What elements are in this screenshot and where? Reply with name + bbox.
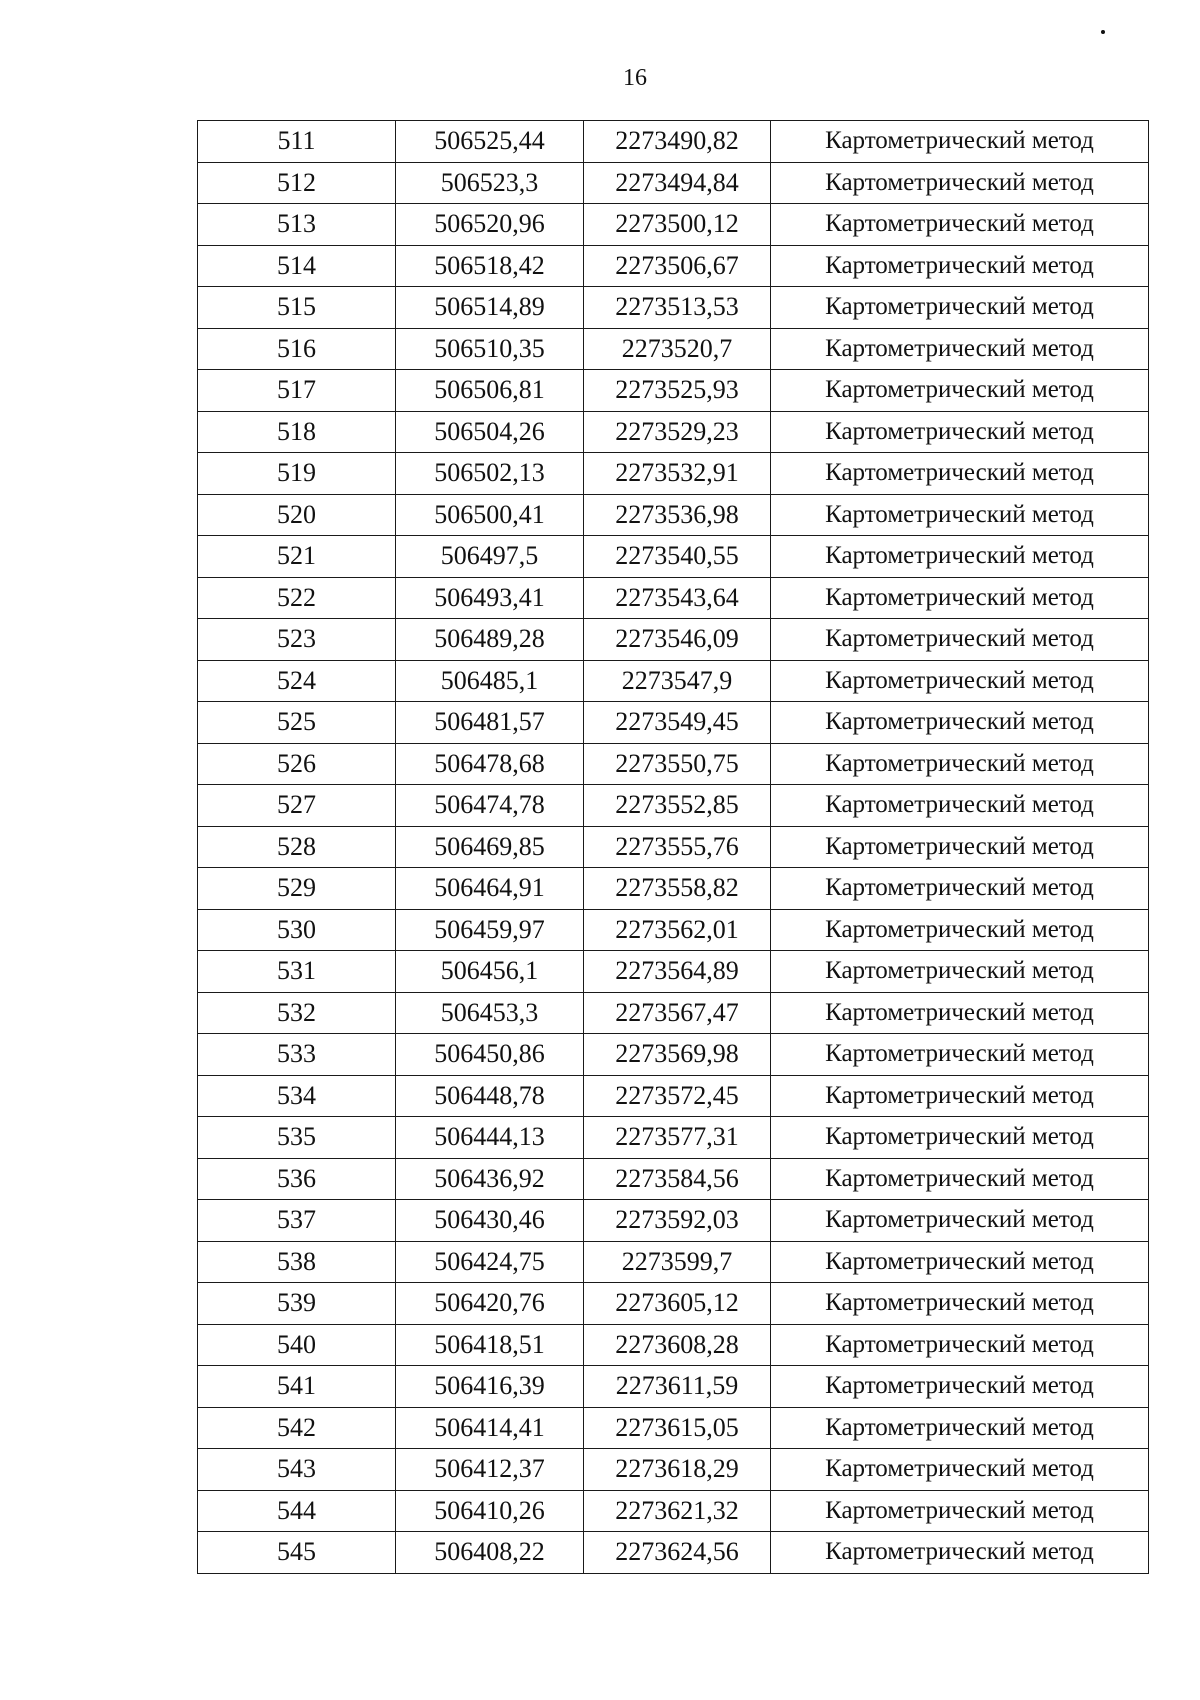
point-number-cell: 545 <box>198 1532 396 1574</box>
y-coordinate-cell: 2273564,89 <box>584 951 771 993</box>
table-row <box>198 743 1149 785</box>
x-coordinate-cell: 506414,41 <box>396 1407 584 1449</box>
x-coordinate-cell: 506430,46 <box>396 1200 584 1242</box>
y-coordinate-cell: 2273494,84 <box>584 162 771 204</box>
x-coordinate-cell: 506485,1 <box>396 660 584 702</box>
point-number-cell: 513 <box>198 204 396 246</box>
point-number-cell: 514 <box>198 245 396 287</box>
method-cell: Картометрический метод <box>771 1490 1149 1532</box>
table-row <box>198 204 1149 246</box>
method-cell: Картометрический метод <box>771 909 1149 951</box>
table-row <box>198 494 1149 536</box>
method-cell: Картометрический метод <box>771 1407 1149 1449</box>
table-row <box>198 992 1149 1034</box>
method-cell: Картометрический метод <box>771 121 1149 163</box>
method-cell: Картометрический метод <box>771 826 1149 868</box>
y-coordinate-cell: 2273536,98 <box>584 494 771 536</box>
method-cell: Картометрический метод <box>771 162 1149 204</box>
method-cell: Картометрический метод <box>771 453 1149 495</box>
x-coordinate-cell: 506514,89 <box>396 287 584 329</box>
y-coordinate-cell: 2273569,98 <box>584 1034 771 1076</box>
point-number-cell: 530 <box>198 909 396 951</box>
x-coordinate-cell: 506525,44 <box>396 121 584 163</box>
table-row <box>198 1075 1149 1117</box>
method-cell: Картометрический метод <box>771 743 1149 785</box>
method-cell: Картометрический метод <box>771 785 1149 827</box>
point-number-cell: 536 <box>198 1158 396 1200</box>
x-coordinate-cell: 506448,78 <box>396 1075 584 1117</box>
x-coordinate-cell: 506459,97 <box>396 909 584 951</box>
method-cell: Картометрический метод <box>771 619 1149 661</box>
method-cell: Картометрический метод <box>771 1532 1149 1574</box>
table-row <box>198 162 1149 204</box>
y-coordinate-cell: 2273611,59 <box>584 1366 771 1408</box>
table-row <box>198 328 1149 370</box>
y-coordinate-cell: 2273525,93 <box>584 370 771 412</box>
y-coordinate-cell: 2273529,23 <box>584 411 771 453</box>
y-coordinate-cell: 2273513,53 <box>584 287 771 329</box>
y-coordinate-cell: 2273520,7 <box>584 328 771 370</box>
table-row <box>198 1324 1149 1366</box>
method-cell: Картометрический метод <box>771 992 1149 1034</box>
x-coordinate-cell: 506502,13 <box>396 453 584 495</box>
x-coordinate-cell: 506420,76 <box>396 1283 584 1325</box>
method-cell: Картометрический метод <box>771 1200 1149 1242</box>
point-number-cell: 527 <box>198 785 396 827</box>
scan-speck <box>1101 30 1105 34</box>
x-coordinate-cell: 506444,13 <box>396 1117 584 1159</box>
x-coordinate-cell: 506469,85 <box>396 826 584 868</box>
x-coordinate-cell: 506418,51 <box>396 1324 584 1366</box>
y-coordinate-cell: 2273624,56 <box>584 1532 771 1574</box>
point-number-cell: 520 <box>198 494 396 536</box>
x-coordinate-cell: 506456,1 <box>396 951 584 993</box>
y-coordinate-cell: 2273547,9 <box>584 660 771 702</box>
method-cell: Картометрический метод <box>771 1449 1149 1491</box>
point-number-cell: 544 <box>198 1490 396 1532</box>
method-cell: Картометрический метод <box>771 1117 1149 1159</box>
method-cell: Картометрический метод <box>771 660 1149 702</box>
y-coordinate-cell: 2273577,31 <box>584 1117 771 1159</box>
table-row <box>198 785 1149 827</box>
y-coordinate-cell: 2273618,29 <box>584 1449 771 1491</box>
y-coordinate-cell: 2273584,56 <box>584 1158 771 1200</box>
y-coordinate-cell: 2273592,03 <box>584 1200 771 1242</box>
method-cell: Картометрический метод <box>771 204 1149 246</box>
y-coordinate-cell: 2273558,82 <box>584 868 771 910</box>
point-number-cell: 516 <box>198 328 396 370</box>
point-number-cell: 532 <box>198 992 396 1034</box>
method-cell: Картометрический метод <box>771 577 1149 619</box>
page-number: 16 <box>623 65 647 91</box>
table-row <box>198 1490 1149 1532</box>
point-number-cell: 539 <box>198 1283 396 1325</box>
y-coordinate-cell: 2273608,28 <box>584 1324 771 1366</box>
method-cell: Картометрический метод <box>771 411 1149 453</box>
point-number-cell: 541 <box>198 1366 396 1408</box>
x-coordinate-cell: 506436,92 <box>396 1158 584 1200</box>
point-number-cell: 521 <box>198 536 396 578</box>
y-coordinate-cell: 2273615,05 <box>584 1407 771 1449</box>
point-number-cell: 533 <box>198 1034 396 1076</box>
y-coordinate-cell: 2273506,67 <box>584 245 771 287</box>
y-coordinate-cell: 2273543,64 <box>584 577 771 619</box>
y-coordinate-cell: 2273546,09 <box>584 619 771 661</box>
method-cell: Картометрический метод <box>771 1075 1149 1117</box>
x-coordinate-cell: 506506,81 <box>396 370 584 412</box>
coordinates-table <box>197 120 1149 1574</box>
x-coordinate-cell: 506523,3 <box>396 162 584 204</box>
point-number-cell: 525 <box>198 702 396 744</box>
point-number-cell: 511 <box>198 121 396 163</box>
point-number-cell: 534 <box>198 1075 396 1117</box>
point-number-cell: 523 <box>198 619 396 661</box>
table-row <box>198 536 1149 578</box>
x-coordinate-cell: 506510,35 <box>396 328 584 370</box>
point-number-cell: 517 <box>198 370 396 412</box>
method-cell: Картометрический метод <box>771 287 1149 329</box>
point-number-cell: 540 <box>198 1324 396 1366</box>
table-row <box>198 1407 1149 1449</box>
point-number-cell: 537 <box>198 1200 396 1242</box>
method-cell: Картометрический метод <box>771 494 1149 536</box>
x-coordinate-cell: 506489,28 <box>396 619 584 661</box>
x-coordinate-cell: 506453,3 <box>396 992 584 1034</box>
point-number-cell: 522 <box>198 577 396 619</box>
y-coordinate-cell: 2273550,75 <box>584 743 771 785</box>
point-number-cell: 526 <box>198 743 396 785</box>
table-row <box>198 1532 1149 1574</box>
x-coordinate-cell: 506450,86 <box>396 1034 584 1076</box>
method-cell: Картометрический метод <box>771 1283 1149 1325</box>
y-coordinate-cell: 2273540,55 <box>584 536 771 578</box>
point-number-cell: 519 <box>198 453 396 495</box>
point-number-cell: 531 <box>198 951 396 993</box>
x-coordinate-cell: 506520,96 <box>396 204 584 246</box>
point-number-cell: 512 <box>198 162 396 204</box>
y-coordinate-cell: 2273562,01 <box>584 909 771 951</box>
table-row <box>198 909 1149 951</box>
y-coordinate-cell: 2273599,7 <box>584 1241 771 1283</box>
x-coordinate-cell: 506474,78 <box>396 785 584 827</box>
table-row <box>198 1241 1149 1283</box>
y-coordinate-cell: 2273572,45 <box>584 1075 771 1117</box>
method-cell: Картометрический метод <box>771 245 1149 287</box>
x-coordinate-cell: 506518,42 <box>396 245 584 287</box>
x-coordinate-cell: 506410,26 <box>396 1490 584 1532</box>
point-number-cell: 518 <box>198 411 396 453</box>
y-coordinate-cell: 2273621,32 <box>584 1490 771 1532</box>
table-row <box>198 1034 1149 1076</box>
point-number-cell: 524 <box>198 660 396 702</box>
method-cell: Картометрический метод <box>771 1324 1149 1366</box>
table-row <box>198 245 1149 287</box>
table-row <box>198 121 1149 163</box>
x-coordinate-cell: 506493,41 <box>396 577 584 619</box>
x-coordinate-cell: 506424,75 <box>396 1241 584 1283</box>
table-row <box>198 619 1149 661</box>
x-coordinate-cell: 506481,57 <box>396 702 584 744</box>
method-cell: Картометрический метод <box>771 1241 1149 1283</box>
x-coordinate-cell: 506416,39 <box>396 1366 584 1408</box>
y-coordinate-cell: 2273605,12 <box>584 1283 771 1325</box>
table-row <box>198 1158 1149 1200</box>
table-row <box>198 453 1149 495</box>
table-row <box>198 287 1149 329</box>
table-row <box>198 951 1149 993</box>
y-coordinate-cell: 2273490,82 <box>584 121 771 163</box>
y-coordinate-cell: 2273500,12 <box>584 204 771 246</box>
method-cell: Картометрический метод <box>771 1366 1149 1408</box>
y-coordinate-cell: 2273552,85 <box>584 785 771 827</box>
table-row <box>198 1283 1149 1325</box>
y-coordinate-cell: 2273532,91 <box>584 453 771 495</box>
table-row <box>198 1117 1149 1159</box>
point-number-cell: 542 <box>198 1407 396 1449</box>
table-row <box>198 702 1149 744</box>
table-row <box>198 660 1149 702</box>
x-coordinate-cell: 506464,91 <box>396 868 584 910</box>
table-row <box>198 1200 1149 1242</box>
x-coordinate-cell: 506408,22 <box>396 1532 584 1574</box>
method-cell: Картометрический метод <box>771 951 1149 993</box>
table-row <box>198 1366 1149 1408</box>
y-coordinate-cell: 2273549,45 <box>584 702 771 744</box>
point-number-cell: 543 <box>198 1449 396 1491</box>
table-row <box>198 826 1149 868</box>
x-coordinate-cell: 506478,68 <box>396 743 584 785</box>
method-cell: Картометрический метод <box>771 702 1149 744</box>
table-row <box>198 411 1149 453</box>
table-row <box>198 577 1149 619</box>
method-cell: Картометрический метод <box>771 370 1149 412</box>
x-coordinate-cell: 506497,5 <box>396 536 584 578</box>
table-row <box>198 868 1149 910</box>
x-coordinate-cell: 506412,37 <box>396 1449 584 1491</box>
point-number-cell: 538 <box>198 1241 396 1283</box>
coordinates-table-body <box>198 121 1149 1574</box>
method-cell: Картометрический метод <box>771 536 1149 578</box>
method-cell: Картометрический метод <box>771 868 1149 910</box>
x-coordinate-cell: 506504,26 <box>396 411 584 453</box>
y-coordinate-cell: 2273567,47 <box>584 992 771 1034</box>
x-coordinate-cell: 506500,41 <box>396 494 584 536</box>
method-cell: Картометрический метод <box>771 328 1149 370</box>
point-number-cell: 529 <box>198 868 396 910</box>
method-cell: Картометрический метод <box>771 1158 1149 1200</box>
point-number-cell: 528 <box>198 826 396 868</box>
method-cell: Картометрический метод <box>771 1034 1149 1076</box>
y-coordinate-cell: 2273555,76 <box>584 826 771 868</box>
table-row <box>198 1449 1149 1491</box>
table-row <box>198 370 1149 412</box>
point-number-cell: 515 <box>198 287 396 329</box>
point-number-cell: 535 <box>198 1117 396 1159</box>
